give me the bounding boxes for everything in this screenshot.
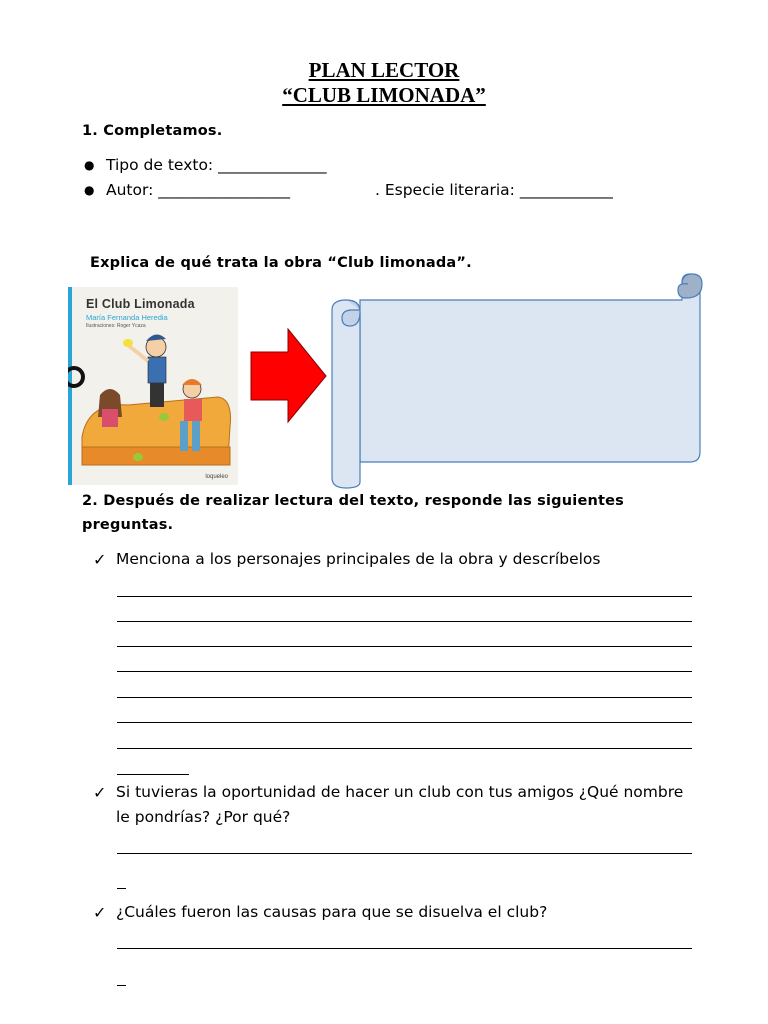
page-subtitle: “CLUB LIMONADA”	[282, 83, 486, 107]
answer-line[interactable]	[117, 748, 692, 749]
section2-heading: 2. Después de realizar lectura del texto, responde las siguientes	[82, 493, 624, 509]
bullet-icon: ●	[84, 183, 95, 197]
page-title: PLAN LECTOR	[308, 58, 460, 82]
answer-line[interactable]	[117, 596, 692, 597]
cover-author: María Fernanda Heredia	[86, 313, 168, 322]
checkmark-icon: ✓	[93, 903, 107, 922]
explain-prompt: Explica de qué trata la obra “Club limonada”.	[90, 255, 472, 271]
answer-line[interactable]	[117, 774, 189, 775]
answer-line[interactable]	[117, 722, 692, 723]
answer-scroll-box[interactable]	[330, 272, 704, 490]
answer-line[interactable]	[117, 646, 692, 647]
answer-line[interactable]	[117, 853, 692, 854]
bullet-icon: ●	[84, 158, 95, 172]
author-field[interactable]: Autor: _________________	[106, 181, 290, 199]
answer-line[interactable]	[117, 621, 692, 622]
cover-publisher: loqueleo	[205, 474, 228, 480]
answer-line[interactable]	[117, 697, 692, 698]
section2-heading-cont: preguntas.	[82, 517, 174, 533]
answer-line[interactable]	[117, 985, 126, 986]
cover-illustrator: Ilustraciones: Roger Ycaza	[86, 323, 146, 329]
right-arrow-icon	[250, 328, 328, 424]
checkmark-icon: ✓	[93, 783, 107, 802]
literary-species-field[interactable]: . Especie literaria: ____________	[375, 181, 613, 199]
text-type-field[interactable]: Tipo de texto: ______________	[106, 156, 327, 174]
checkmark-icon: ✓	[93, 550, 107, 569]
answer-line[interactable]	[117, 888, 126, 889]
question-3: ¿Cuáles fueron las causas para que se disuelva el club?	[116, 903, 548, 921]
answer-line[interactable]	[117, 671, 692, 672]
question-2-cont: le pondrías? ¿Por qué?	[116, 808, 291, 826]
cover-title: El Club Limonada	[86, 297, 195, 311]
question-1: Menciona a los personajes principales de la obra y descríbelos	[116, 550, 601, 568]
answer-line[interactable]	[117, 948, 692, 949]
section1-heading: 1. Completamos.	[82, 123, 223, 139]
book-cover-image	[68, 287, 238, 485]
question-2: Si tuvieras la oportunidad de hacer un club con tus amigos ¿Qué nombre	[116, 783, 684, 801]
